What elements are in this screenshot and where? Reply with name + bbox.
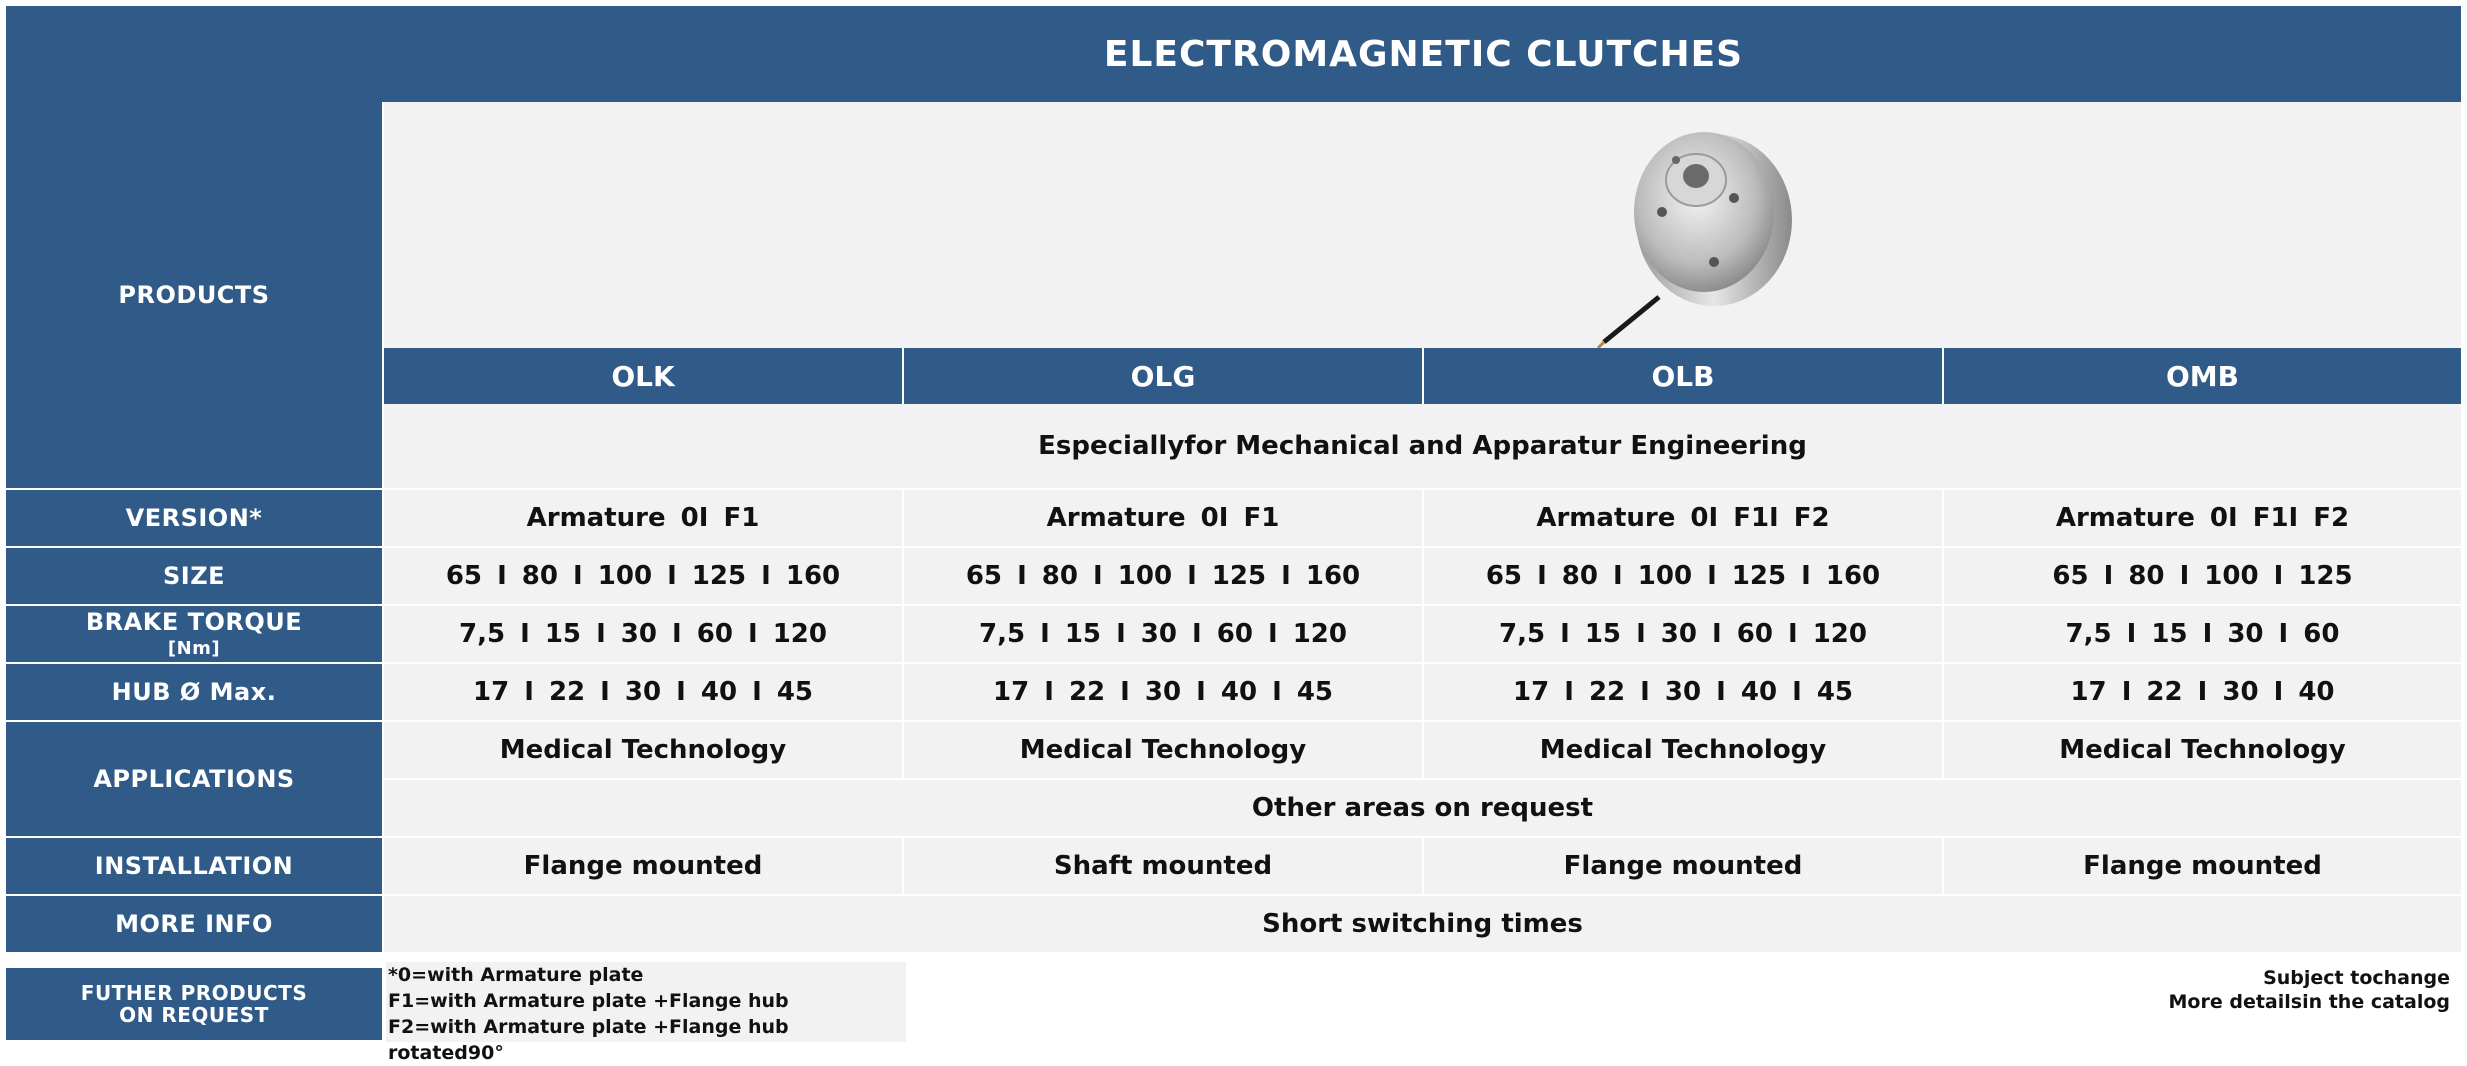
- version-cell-omb: [1944, 490, 2461, 546]
- applications-cell-olg: [904, 722, 1422, 778]
- version-row: [384, 490, 2461, 546]
- label-further-products: [6, 968, 382, 1040]
- footer-more-details: More detailsin the catalog: [2168, 991, 2450, 1013]
- brake-torque-cell-olk: [384, 606, 902, 662]
- installation-row: [384, 838, 2461, 894]
- subtitle-text: Especiallyfor Mechanical and Apparatur Engineering: [1038, 431, 1807, 461]
- label-brake-torque: [6, 606, 382, 662]
- label-further-line2: ON REQUEST: [119, 1003, 269, 1027]
- size-cell-omb: [1944, 548, 2461, 604]
- footer-right-notes: [1900, 966, 2450, 1026]
- label-size: [6, 548, 382, 604]
- size-olg-text: 65 I 80 I 100 I 125 I 160: [965, 561, 1361, 591]
- subtitle-row: [384, 404, 2461, 488]
- label-more-info: [6, 896, 382, 952]
- model-olk: [384, 348, 902, 404]
- label-installation: [6, 838, 382, 894]
- label-brake-torque-unit: [Nm]: [167, 637, 221, 659]
- label-hub-text: HUB Ø Max.: [111, 677, 277, 706]
- version-cell-olg: [904, 490, 1422, 546]
- hub-olk-text: 17 I 22 I 30 I 40 I 45: [472, 677, 814, 707]
- brake-torque-cell-olb: [1424, 606, 1942, 662]
- version-olk-text: Armature 0I F1: [526, 503, 760, 533]
- applications-olk-text: Medical Technology: [499, 735, 787, 765]
- label-version: [6, 490, 382, 546]
- footnote-1: F1=with Armature plate +Flange hub: [388, 990, 789, 1012]
- size-cell-olk: [384, 548, 902, 604]
- brake-torque-cell-olg: [904, 606, 1422, 662]
- model-omb: [1944, 348, 2461, 404]
- version-olb-text: Armature 0I F1I F2: [1536, 503, 1830, 533]
- hub-cell-omb: [1944, 664, 2461, 720]
- clutch-product-image: [1564, 102, 1824, 348]
- size-omb-text: 65 I 80 I 100 I 125: [2052, 561, 2353, 591]
- size-olb-text: 65 I 80 I 100 I 125 I 160: [1485, 561, 1881, 591]
- label-products: [6, 102, 382, 488]
- applications-omb-text: Medical Technology: [2059, 735, 2346, 765]
- installation-olb-text: Flange mounted: [1563, 851, 1803, 881]
- version-omb-text: Armature 0I F1I F2: [2055, 503, 2350, 533]
- version-cell-olb: [1424, 490, 1942, 546]
- label-applications: [6, 722, 382, 836]
- model-olg: [904, 348, 1422, 404]
- applications-other-text: Other areas on request: [1251, 793, 1594, 823]
- hub-cell-olg: [904, 664, 1422, 720]
- brake-torque-olb-text: 7,5 I 15 I 30 I 60 I 120: [1499, 619, 1867, 649]
- header-bar: [6, 6, 2461, 102]
- more-info-row: [384, 896, 2461, 952]
- model-omb-text: OMB: [2165, 359, 2239, 393]
- installation-cell-olg: [904, 838, 1422, 894]
- installation-omb-text: Flange mounted: [2083, 851, 2322, 881]
- applications-cell-olk: [384, 722, 902, 778]
- installation-olg-text: Shaft mounted: [1053, 851, 1273, 881]
- label-further-line1: FUTHER PRODUCTS: [80, 981, 308, 1005]
- size-cell-olb: [1424, 548, 1942, 604]
- applications-row: [384, 722, 2461, 778]
- version-cell-olk: [384, 490, 902, 546]
- label-hub: [6, 664, 382, 720]
- more-info-text: Short switching times: [1262, 909, 1583, 939]
- brake-torque-cell-omb: [1944, 606, 2461, 662]
- hub-cell-olb: [1424, 664, 1942, 720]
- size-cell-olg: [904, 548, 1422, 604]
- applications-cell-omb: [1944, 722, 2461, 778]
- installation-cell-olb: [1424, 838, 1942, 894]
- model-header-row: [384, 348, 2461, 404]
- hub-row: [384, 664, 2461, 720]
- hub-omb-text: 17 I 22 I 30 I 40: [2070, 677, 2335, 707]
- model-olb: [1424, 348, 1942, 404]
- model-olk-text: OLK: [611, 359, 675, 393]
- label-brake-torque-text: BRAKE TORQUE: [85, 608, 303, 637]
- hub-olb-text: 17 I 22 I 30 I 40 I 45: [1512, 677, 1854, 707]
- label-more-info-text: MORE INFO: [115, 909, 273, 938]
- hub-olg-text: 17 I 22 I 30 I 40 I 45: [992, 677, 1334, 707]
- installation-cell-olk: [384, 838, 902, 894]
- installation-olk-text: Flange mounted: [523, 851, 763, 881]
- label-products-text: PRODUCTS: [118, 280, 270, 309]
- applications-olg-text: Medical Technology: [1019, 735, 1307, 765]
- size-olk-text: 65 I 80 I 100 I 125 I 160: [445, 561, 841, 591]
- version-olg-text: Armature 0I F1: [1046, 503, 1280, 533]
- applications-cell-olb: [1424, 722, 1942, 778]
- installation-cell-omb: [1944, 838, 2461, 894]
- brake-torque-olk-text: 7,5 I 15 I 30 I 60 I 120: [459, 619, 827, 649]
- label-installation-text: INSTALLATION: [94, 851, 294, 880]
- label-size-text: SIZE: [162, 561, 225, 590]
- page-title: ELECTROMAGNETIC CLUTCHES: [1103, 33, 1744, 75]
- footnote-0: *0=with Armature plate: [388, 964, 644, 986]
- brake-torque-omb-text: 7,5 I 15 I 30 I 60: [2065, 619, 2340, 649]
- model-olg-text: OLG: [1130, 359, 1196, 393]
- applications-other-row: [384, 780, 2461, 836]
- footnotes: [386, 962, 906, 1064]
- model-olb-text: OLB: [1651, 359, 1715, 393]
- label-applications-text: APPLICATIONS: [93, 764, 295, 793]
- label-version-text: VERSION*: [125, 503, 263, 532]
- size-row: [384, 548, 2461, 604]
- brake-torque-row: [384, 606, 2461, 662]
- footer-subject-to-change: Subject tochange: [2263, 967, 2450, 989]
- footnote-2: F2=with Armature plate +Flange hub rotated90°: [388, 1016, 789, 1064]
- applications-olb-text: Medical Technology: [1539, 735, 1827, 765]
- brake-torque-olg-text: 7,5 I 15 I 30 I 60 I 120: [979, 619, 1347, 649]
- hub-cell-olk: [384, 664, 902, 720]
- product-image-area: [384, 102, 2461, 348]
